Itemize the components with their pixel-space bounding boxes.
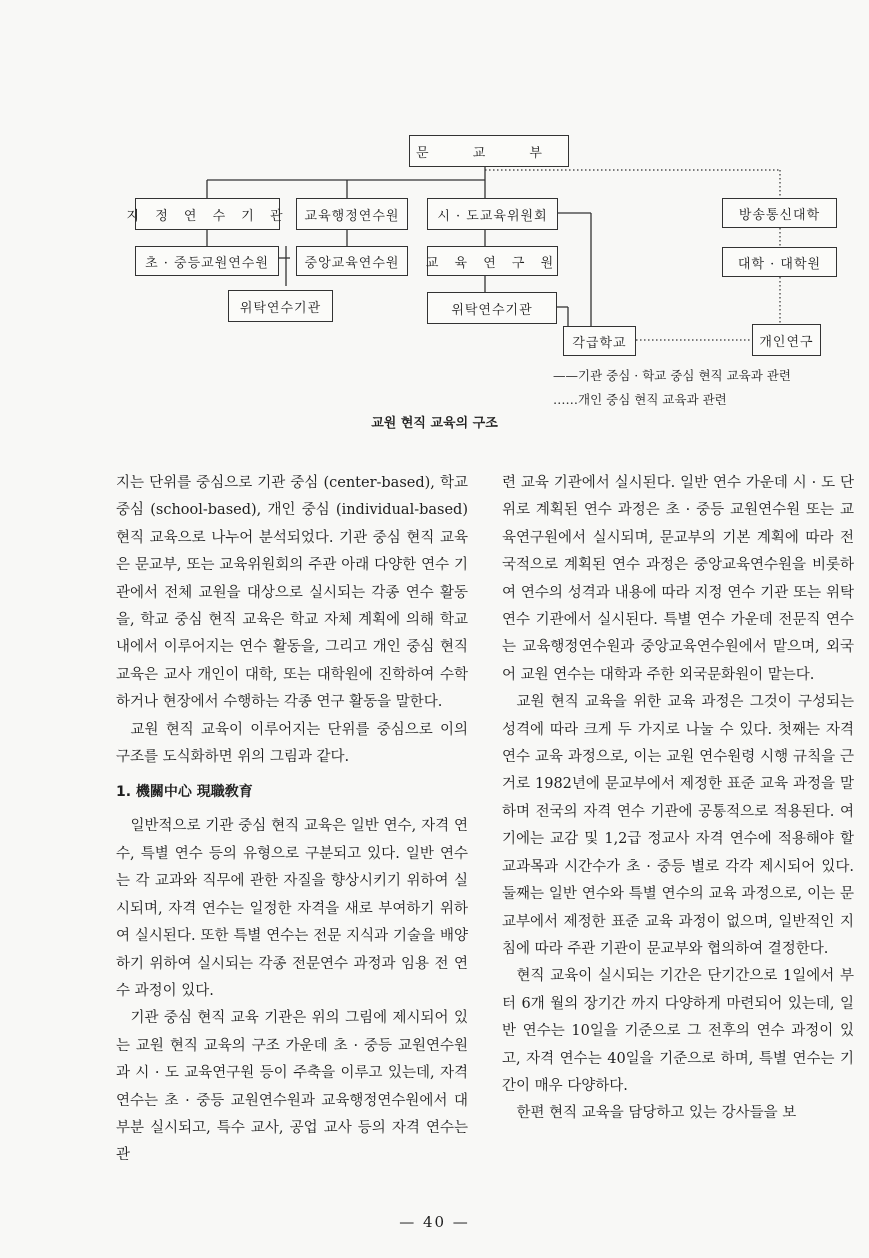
left-column bbox=[116, 470, 468, 1170]
personal-research-box: 개인연구 bbox=[752, 324, 821, 356]
figure-caption: 교원 현직 교육의 구조 bbox=[371, 416, 498, 431]
right-paragraph-1: 련 교육 기관에서 실시된다. 일반 연수 가운데 시 · 도 단위로 계획된 연수 과정은 초 · 중등 교원연수원 또는 교육연구원에서 실시되며, 문교부의 기본 계획에 따라 전국적으로 계획된 연수 과정은 중앙교육연수원을 비롯하여 연수의 성격과 내용에 따라 지정 연수 기관 또는 위탁 연수 기관에서 실시된다. 특별 연수 가운데 전문직 연수는 교육행정연수원과 중앙교육연수원에서 맡으며, 외국어 교원 연수는 대학과 주한 외국문화원이 맡는다. bbox=[502, 475, 854, 683]
research-institute-box: 교 육 연 구 원 bbox=[427, 246, 558, 276]
air-univ-box: 방송통신대학 bbox=[722, 198, 837, 228]
structure-diagram bbox=[0, 0, 869, 440]
left-paragraph-1: 지는 단위를 중심으로 기관 중심 (center-based), 학교 중심 (school-based), 개인 중심 (individual-based) 현직 교육으로 나누어 분석되었다. 기관 중심 현직 교육은 문교부, 또는 교육위원회의 주관 아래 다양한 연수 기관에서 전체 교원을 대상으로 실시되는 각종 연수 활동을, 학교 중심 현직 교육은 학교 자체 계획에 의해 학교 내에서 이루어지는 연수 활동을, 그리고 개인 중심 현직 교육은 교사 개인이 대학, 또는 대학원에 진학하여 수학하거나 현장에서 수행하는 각종 연구 활동을 말한다. bbox=[116, 475, 468, 711]
right-column bbox=[502, 470, 854, 1128]
colleges-box: 대학 · 대학원 bbox=[722, 247, 837, 277]
left-paragraph-2: 교원 현직 교육이 이루어지는 단위를 중심으로 이의 구조를 도식화하면 위의 그림과 같다. bbox=[116, 721, 468, 766]
entrusted-box-b: 위탁연수기관 bbox=[427, 292, 557, 324]
left-paragraph-4: 기관 중심 현직 교육 기관은 위의 그림에 제시되어 있는 교원 현직 교육의 구조 가운데 초 · 중등 교원연수원과 시 · 도 교육연구원 등이 주축을 이루고 있는데, 자격 연수는 초 · 중등 교원연수원과 교육행정연수원에서 대부분 실시되고, 특수 교사, 공업 교사 등의 자격 연수는 관 bbox=[116, 1010, 468, 1164]
legend-solid: ——기관 중심 · 학교 중심 현직 교육과 관련 bbox=[553, 368, 791, 383]
legend-dotted: ……개인 중심 현직 교육과 관련 bbox=[553, 392, 727, 407]
designated-training-box: 지 정 연 수 기 관 bbox=[135, 198, 280, 230]
ed-admin-institute-box: 교육행정연수원 bbox=[296, 198, 408, 230]
page-number: — 40 — bbox=[399, 1213, 470, 1231]
schools-box: 각급학교 bbox=[563, 326, 636, 356]
elem-secondary-institute-box: 초 · 중등교원연수원 bbox=[135, 246, 279, 276]
left-paragraph-3: 일반적으로 기관 중심 현직 교육은 일반 연수, 자격 연수, 특별 연수 등의 유형으로 구분되고 있다. 일반 연수는 각 교과와 직무에 관한 자질을 향상시키기 위하여 실시되며, 자격 연수는 일정한 자격을 새로 부여하기 위하여 실시된다. 또한 특별 연수는 전문 지식과 기술을 배양하기 위하여 실시되는 각종 전문연수 과정과 임용 전 연수 과정이 있다. bbox=[116, 818, 468, 999]
central-institute-box: 중앙교육연수원 bbox=[296, 246, 408, 276]
provincial-board-box: 시 · 도교육위원회 bbox=[427, 198, 558, 230]
right-paragraph-2: 교원 현직 교육을 위한 교육 과정은 그것이 구성되는 성격에 따라 크게 두 가지로 나눌 수 있다. 첫째는 자격 연수 교육 과정으로, 이는 교원 연수원령 시행 규칙을 근거로 1982년에 문교부에서 제정한 표준 교육 과정을 말하며 전국의 자격 연수 기관에 공통적으로 적용된다. 여기에는 교감 및 1,2급 정교사 자격 연수에 적용해야 할 교과목과 시간수가 초 · 중등 별로 각각 제시되어 있다. 둘째는 일반 연수와 특별 연수의 교육 과정으로, 이는 문교부에서 제정한 표준 교육 과정이 없으며, 일반적인 지침에 따라 주관 기관이 문교부와 협의하여 결정한다. bbox=[502, 694, 854, 957]
right-paragraph-4: 한편 현직 교육을 담당하고 있는 강사들을 보 bbox=[516, 1105, 797, 1122]
entrusted-box-a: 위탁연수기관 bbox=[228, 290, 333, 322]
section-heading: 1. 機關中心 現職敎育 bbox=[116, 784, 253, 801]
ministry-box: 문 교 부 bbox=[409, 135, 569, 167]
right-paragraph-3: 현직 교육이 실시되는 기간은 단기간으로 1일에서 부터 6개 월의 장기간 까지 다양하게 마련되어 있는데, 일반 연수는 10일을 기준으로 그 전후의 연수 과정이 있고, 자격 연수는 40일을 기준으로 하며, 특별 연수는 기간이 매우 다양하다. bbox=[502, 968, 854, 1094]
